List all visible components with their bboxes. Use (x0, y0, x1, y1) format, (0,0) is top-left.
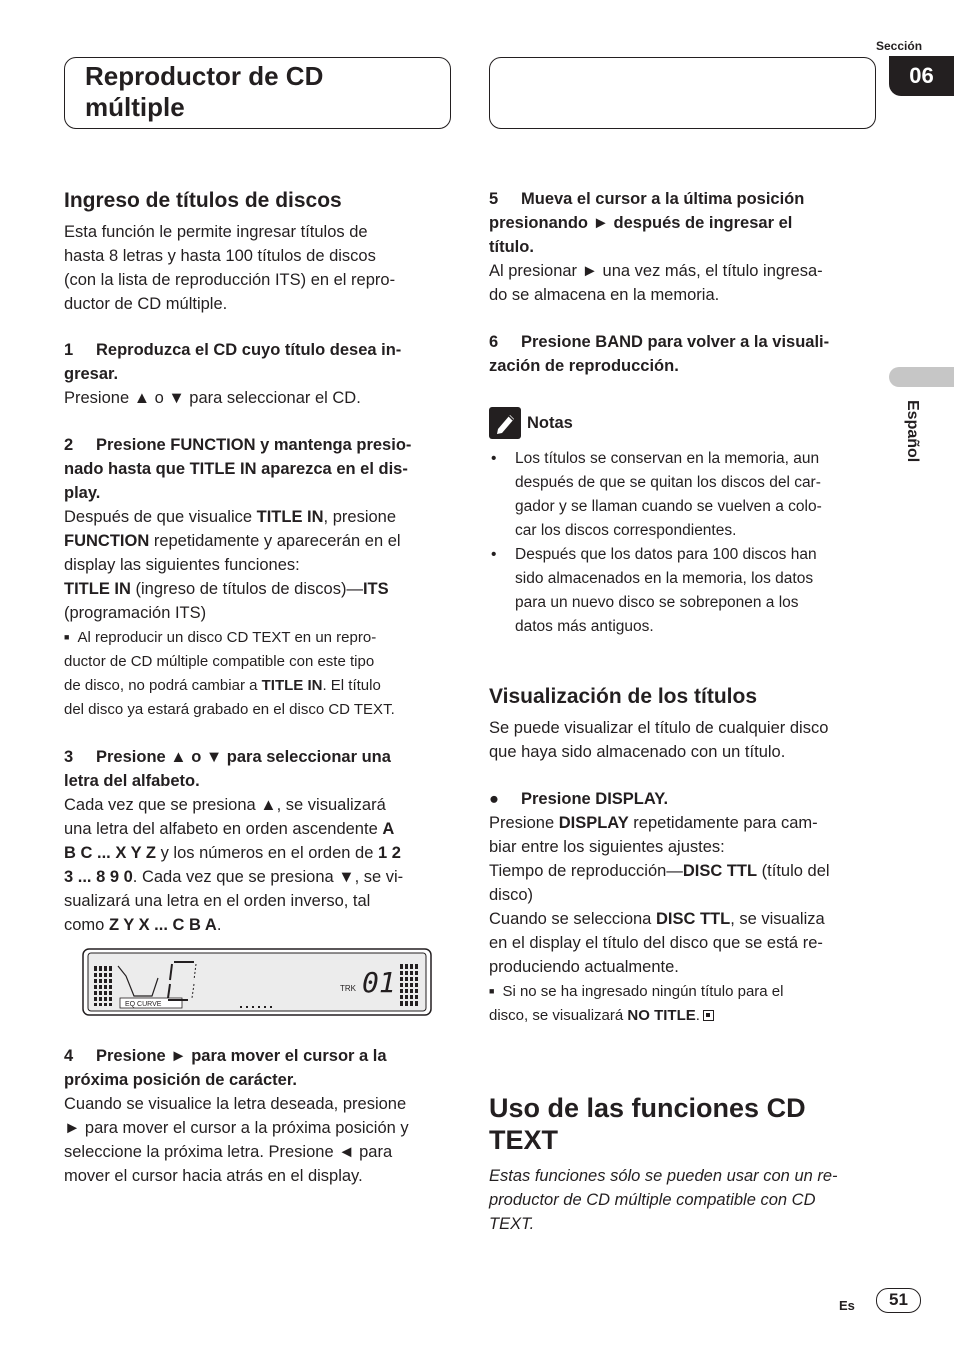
text-line: Cada vez que se presiona ▲, se visualizará (64, 796, 386, 814)
text-run: DISC TTL (655, 910, 731, 928)
trk-label: TRK (340, 984, 356, 993)
text-line: zación de reproducción. (489, 357, 679, 375)
text-run: . (695, 1007, 700, 1024)
text-line: que haya sido almacenado con un título. (489, 743, 786, 761)
text-run: de disco, no podrá cambiar a (64, 677, 262, 694)
section-heading: Ingreso de títulos de discos (64, 189, 342, 212)
text-run: Presione DISPLAY. (521, 790, 669, 808)
step-number: 2 (64, 436, 74, 454)
text-run: FUNCTION (64, 532, 150, 550)
lcd-display-graphic (82, 948, 432, 1016)
step-number: 3 (64, 748, 74, 766)
step-number: 6 (489, 333, 499, 351)
step-title (489, 330, 881, 378)
text-run: , presione (323, 508, 397, 526)
text-line: disco) (489, 886, 534, 904)
section-heading: Uso de las funciones CD TEXT (489, 1093, 806, 1155)
text-line (64, 625, 456, 650)
page-title (85, 61, 323, 123)
text-run: Al reproducir un disco CD TEXT en un repro- (77, 629, 377, 646)
text-line (489, 979, 881, 1004)
text-run: 1 2 (377, 844, 401, 862)
text-line: (con la lista de reproducción ITS) en el repro- (64, 271, 396, 289)
page-title-line: múltiple (85, 92, 185, 122)
text-run: Presione (489, 814, 559, 832)
text-run: TITLE IN (256, 508, 324, 526)
text-line: Mueva el cursor a la última posición (521, 190, 805, 208)
square-bullet-icon: ■ (64, 632, 70, 642)
text-line (64, 577, 456, 601)
text-run: (ingreso de títulos de discos)— (130, 580, 363, 598)
text-run: Si no se ha ingresado ningún título para el (502, 983, 784, 1000)
text-line: Reproduzca el CD cuyo título desea in- (96, 341, 402, 359)
track-digits: 01 (362, 966, 396, 999)
text-line: después de que se quitan los discos del car- (515, 474, 821, 491)
list-item (489, 447, 881, 543)
text-line: Se puede visualizar el título de cualquier disco (489, 719, 829, 737)
text-line: nado hasta que TITLE IN aparezca en el dis- (64, 460, 408, 478)
text-run: Z Y X ... C B A (108, 916, 217, 934)
note-pencil-icon (489, 407, 521, 439)
paragraph (489, 1164, 881, 1236)
text-line: • Los títulos se conservan en la memoria, aun (515, 450, 820, 467)
text-run: como (64, 916, 109, 934)
notes-list (489, 447, 881, 639)
text-run: disco, se visualizará (489, 1007, 628, 1024)
left-column-step4 (64, 1044, 456, 1188)
text-line (489, 907, 881, 931)
step-title (64, 433, 456, 505)
text-line: seleccione la próxima letra. Presione ◄ para (64, 1143, 393, 1161)
right-column (489, 187, 881, 1028)
step-number: 1 (64, 341, 74, 359)
step-body (489, 811, 881, 979)
text-run: y los números en el orden de (156, 844, 378, 862)
text-line: productor de CD múltiple compatible con CD (489, 1191, 816, 1209)
text-line: próxima posición de carácter. (64, 1071, 297, 1089)
step-note (64, 625, 456, 722)
text-line: biar entre los siguientes ajustes: (489, 838, 725, 856)
text-line: presionando ► después de ingresar el (489, 214, 793, 232)
notes-header (489, 407, 881, 439)
text-line (64, 817, 456, 841)
text-line: hasta 8 letras y hasta 100 títulos de discos (64, 247, 376, 265)
text-run: TITLE IN (261, 677, 323, 694)
text-line (64, 505, 456, 529)
left-column (64, 188, 456, 937)
text-line: gresar. (64, 365, 119, 383)
text-run: Después de que visualice (64, 508, 257, 526)
end-mark-icon (703, 1010, 714, 1021)
text-run: ITS (362, 580, 389, 598)
text-run: repetidamente para cam- (628, 814, 818, 832)
text-line: Al presionar ► una vez más, el título ingresa- (489, 262, 823, 280)
step-number: 4 (64, 1047, 74, 1065)
text-run: (título del (757, 862, 830, 880)
text-line: • Después que los datos para 100 discos han (515, 546, 817, 563)
text-line: (programación ITS) (64, 604, 207, 622)
page-title-line: Reproductor de CD (85, 61, 324, 91)
square-bullet-icon: ■ (489, 986, 495, 996)
text-run: DISPLAY (558, 814, 629, 832)
action-step (489, 787, 881, 811)
text-line (64, 674, 456, 698)
text-line: en el display el título del disco que se está re- (489, 934, 823, 952)
text-line (489, 811, 881, 835)
step-note (489, 979, 881, 1028)
step-title (64, 338, 456, 386)
text-run: TITLE IN (64, 580, 131, 598)
step-title (489, 187, 881, 259)
text-line: do se almacena en la memoria. (489, 286, 720, 304)
text-line: Cuando se visualice la letra deseada, presione (64, 1095, 407, 1113)
step-number: 5 (489, 190, 499, 208)
list-item (489, 543, 881, 639)
text-line: TEXT. (489, 1215, 535, 1233)
notes-label: Notas (527, 413, 573, 432)
text-line: del disco ya estará grabado en el disco CD TEXT. (64, 701, 395, 718)
step-body: Presione ▲ o ▼ para seleccionar el CD. (64, 389, 361, 407)
text-line: mover el cursor hacia atrás en el display. (64, 1167, 363, 1185)
step-body (64, 505, 456, 625)
step-title (64, 1044, 456, 1092)
text-line: datos más antiguos. (515, 618, 654, 635)
text-line: produciendo actualmente. (489, 958, 679, 976)
text-line (489, 1004, 881, 1028)
text-line: car los discos correspondientes. (515, 522, 737, 539)
text-line: título. (489, 238, 534, 256)
text-run: Cuando se selecciona (489, 910, 656, 928)
text-line: Estas funciones sólo se pueden usar con un re- (489, 1167, 838, 1185)
text-line: Presione ▲ o ▼ para seleccionar una (96, 748, 391, 766)
text-line (64, 529, 456, 553)
eq-curve-label: EQ CURVE (125, 1001, 162, 1008)
text-line: Presione BAND para volver a la visuali- (521, 333, 830, 351)
text-run: , se visualiza (730, 910, 825, 928)
step-title (64, 745, 456, 793)
lcd-display-illustration (82, 948, 432, 1016)
header-empty-box (489, 57, 876, 129)
text-line (64, 865, 456, 889)
text-run: Tiempo de reproducción— (489, 862, 683, 880)
text-run: NO TITLE (627, 1007, 696, 1024)
text-run: repetidamente y aparecerán en el (149, 532, 401, 550)
text-line: ductor de CD múltiple compatible con este tipo (64, 653, 375, 670)
text-line (489, 859, 881, 883)
text-line: sualizará una letra en el orden inverso, tal (64, 892, 371, 910)
footer-lang-code: Es (839, 1298, 855, 1313)
text-line: sido almacenados en la memoria, los datos (515, 570, 814, 587)
section-label: Sección (876, 39, 923, 53)
text-line: display las siguientes funciones: (64, 556, 300, 574)
page-number: 51 (876, 1288, 921, 1313)
paragraph (489, 716, 881, 764)
text-line: play. (64, 484, 101, 502)
text-run: . (216, 916, 222, 934)
step-body (64, 1092, 456, 1188)
text-run: A (382, 820, 395, 838)
text-line: para un nuevo disco se sobreponen a los (515, 594, 799, 611)
filled-circle-bullet-icon: ● (489, 790, 499, 808)
text-line: ► para mover el cursor a la próxima posición y (64, 1119, 409, 1137)
cd-text-section (489, 1092, 881, 1236)
text-run: B C ... X Y Z (64, 844, 156, 862)
language-label: Español (904, 400, 921, 463)
step-body (489, 259, 881, 307)
language-tab (889, 367, 954, 387)
section-heading: Visualización de los títulos (489, 685, 758, 708)
text-line: Presione FUNCTION y mantenga presio- (96, 436, 412, 454)
text-line: letra del alfabeto. (64, 772, 200, 790)
text-run: una letra del alfabeto en orden ascendente (64, 820, 383, 838)
text-run: . El título (322, 677, 381, 694)
text-line (64, 841, 456, 865)
text-line: Esta función le permite ingresar títulos de (64, 223, 368, 241)
text-run: DISC TTL (682, 862, 758, 880)
section-number-badge: 06 (889, 56, 954, 96)
text-run: . Cada vez que se presiona ▼, se vi- (132, 868, 404, 886)
text-line: gador y se llaman cuando se vuelven a colo- (515, 498, 822, 515)
paragraph (64, 220, 456, 316)
step-body (64, 793, 456, 937)
text-line: ductor de CD múltiple. (64, 295, 228, 313)
text-line (64, 913, 456, 937)
text-line: Presione ► para mover el cursor a la (96, 1047, 387, 1065)
text-run: 3 ... 8 9 0 (64, 868, 133, 886)
